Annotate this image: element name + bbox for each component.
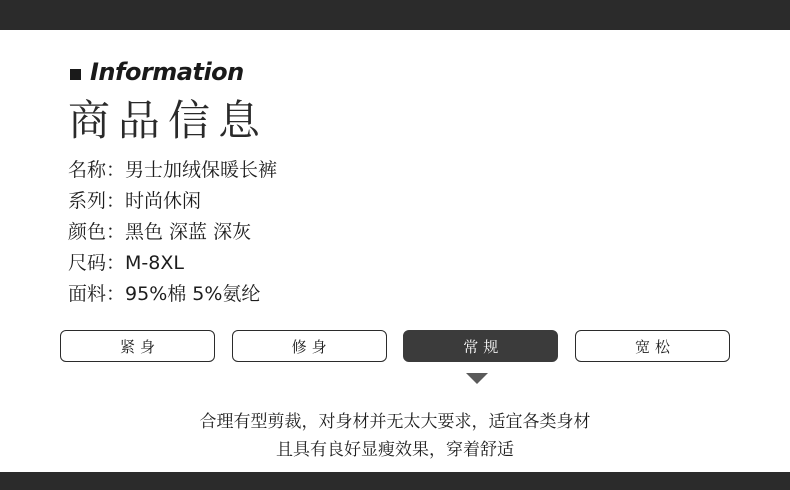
spec-label: 系列： (68, 190, 126, 212)
spec-label: 尺码： (68, 252, 126, 274)
spec-label: 颜色： (68, 221, 126, 243)
spec-value: 时尚休闲 (125, 190, 202, 212)
fit-description (0, 408, 790, 464)
square-bullet-icon (70, 69, 81, 80)
content-area (0, 30, 790, 472)
fit-option-loose[interactable]: 宽松 (575, 330, 730, 362)
chinese-title: 商品信息 (68, 96, 269, 145)
fit-option-group (60, 330, 730, 362)
triangle-down-icon (466, 373, 488, 384)
spec-row (68, 155, 668, 186)
description-line: 合理有型剪裁，对身材并无太大要求，适宜各类身材 (199, 412, 591, 432)
spec-value: M-8XL (125, 252, 184, 274)
section-heading (70, 58, 244, 86)
fit-option-regular[interactable]: 常规 (403, 330, 558, 362)
bottom-divider-bar (0, 472, 790, 490)
spec-row (68, 279, 668, 310)
spec-value: 黑色 深蓝 深灰 (125, 221, 252, 243)
specification-list (68, 155, 668, 310)
fit-option-slim-tight[interactable]: 紧身 (60, 330, 215, 362)
spec-value: 男士加绒保暖长裤 (125, 159, 278, 181)
spec-row (68, 248, 668, 279)
english-title: Information (90, 58, 244, 86)
spec-label: 名称： (68, 159, 126, 181)
top-divider-bar (0, 0, 790, 30)
spec-label: 面料： (68, 283, 126, 305)
fit-option-slim[interactable]: 修身 (232, 330, 387, 362)
description-line: 且具有良好显瘦效果，穿着舒适 (276, 440, 514, 460)
spec-row (68, 186, 668, 217)
spec-value: 95%棉 5%氨纶 (125, 283, 261, 305)
spec-row (68, 217, 668, 248)
